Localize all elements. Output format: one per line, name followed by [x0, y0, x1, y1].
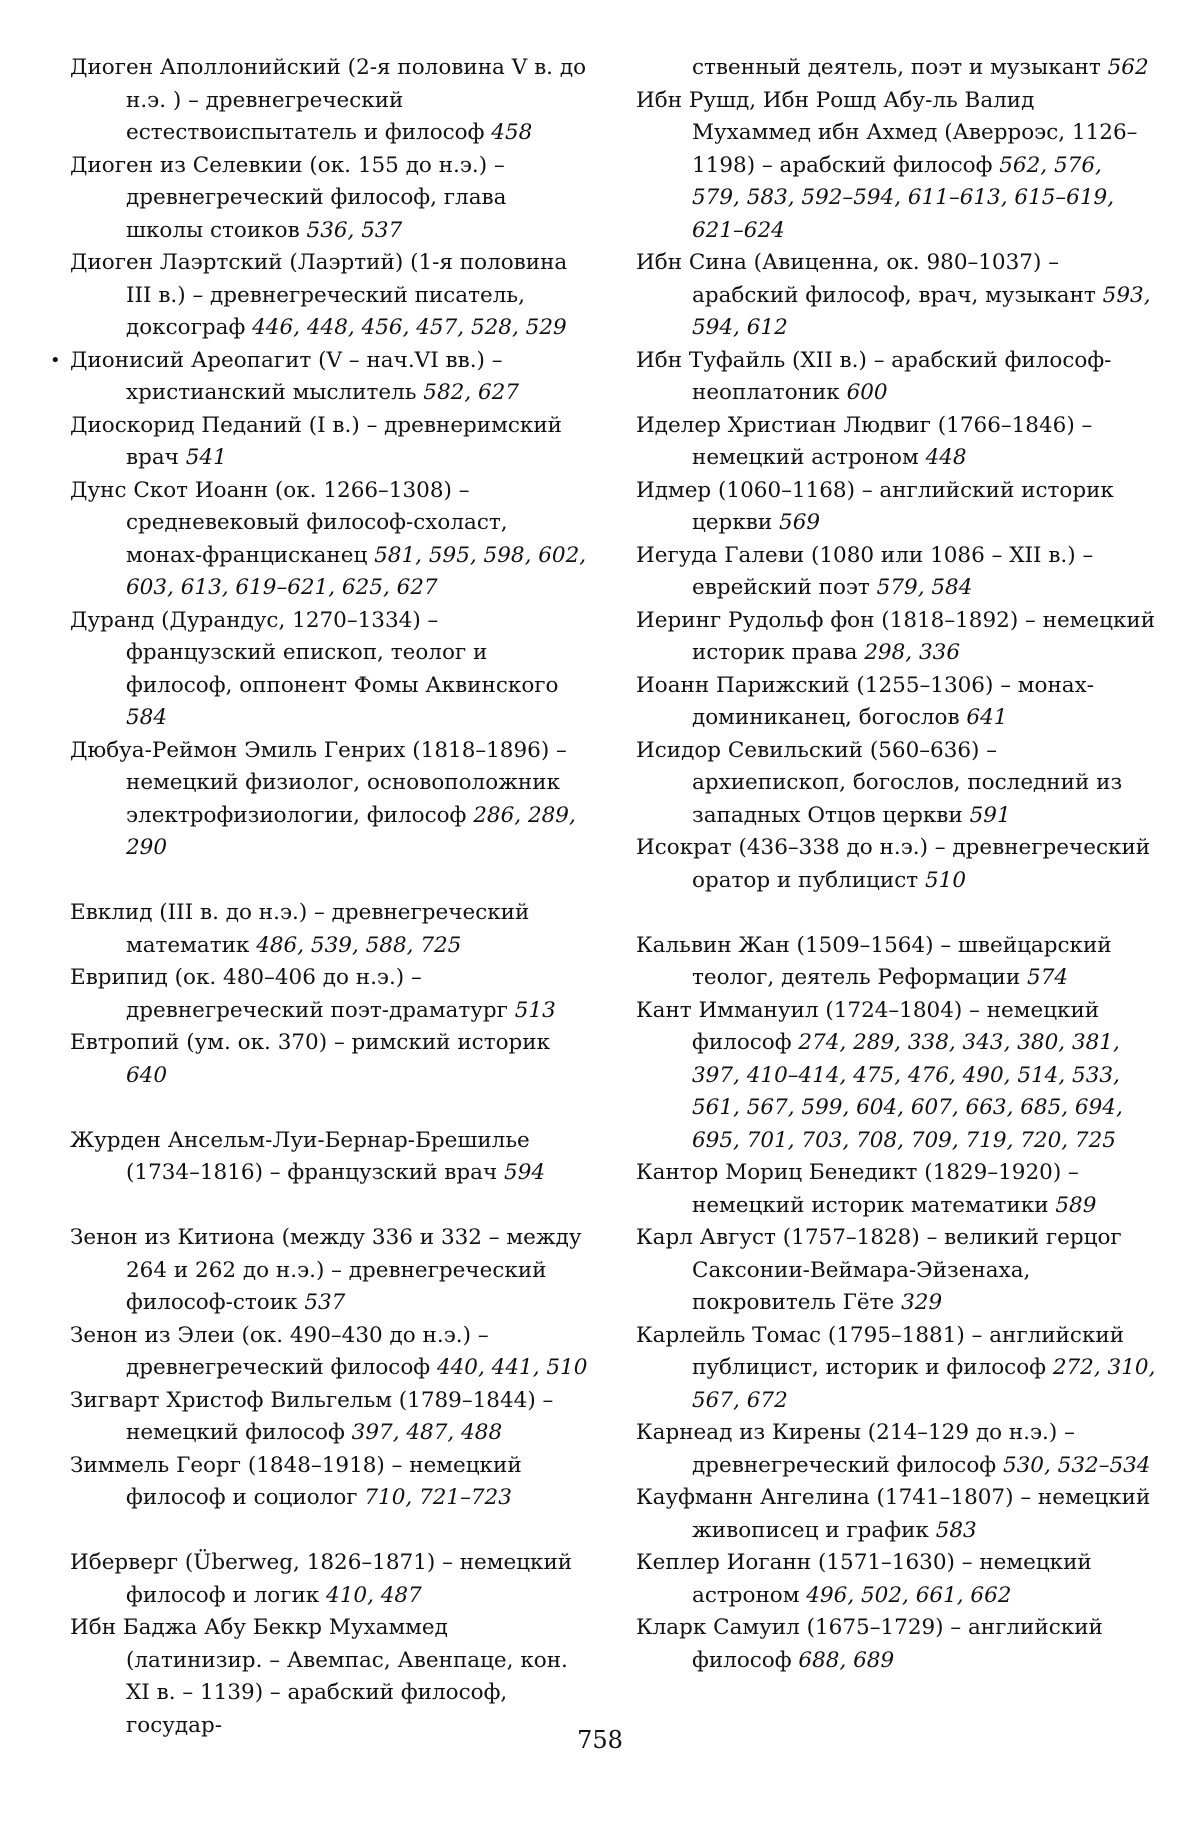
- index-entry: [70, 897, 590, 962]
- index-entry: [70, 1612, 590, 1742]
- entry-text: Дюбуа-Реймон Эмиль Генрих (1818–1896) – немецкий физиолог, основоположник электрофизиологии, философ: [70, 737, 567, 828]
- index-column-right: [636, 52, 1156, 1677]
- entry-text: Кларк Самуил (1675–1729) – английский философ: [636, 1615, 1103, 1673]
- entry-text: Кеплер Иоганн (1571–1630) – немецкий астроном: [636, 1550, 1092, 1608]
- entry-page-refs: 272, 310, 567, 672: [692, 1355, 1156, 1413]
- entry-page-refs: 329: [901, 1290, 943, 1315]
- index-entry: [70, 247, 590, 345]
- entry-text: Карл Август (1757–1828) – великий герцог Саксонии-Веймара-Эйзенаха, покровитель Гёте: [636, 1225, 1122, 1315]
- index-entry: [636, 1222, 1156, 1320]
- section-gap: [70, 1092, 590, 1125]
- index-entry: [70, 735, 590, 865]
- entry-page-refs: 510: [924, 867, 967, 893]
- entry-text: Иеринг Рудольф фон (1818–1892) – немецкий историк права: [636, 607, 1156, 665]
- entry-page-refs: 530, 532–534: [1002, 1452, 1151, 1478]
- entry-page-refs: 448: [925, 445, 967, 470]
- index-entry: [636, 1417, 1156, 1482]
- entry-page-refs: 582, 627: [423, 380, 520, 405]
- entry-text: Кальвин Жан (1509–1564) – швейцарский теолог, деятель Реформации: [636, 932, 1112, 990]
- entry-text: Еврипид (ок. 480–406 до н.э.) – древнегреческий поэт-драматург: [70, 965, 515, 1023]
- entry-text: Иберверг (Überweg, 1826–1871) – немецкий философ и логик: [70, 1550, 573, 1608]
- section-gap: [70, 1190, 590, 1223]
- index-entry: [636, 995, 1156, 1158]
- index-entry: [636, 475, 1156, 540]
- entry-text: Евтропий (ум. ок. 370) – римский историк: [70, 1030, 551, 1055]
- index-entry: [636, 670, 1156, 735]
- index-entry: [636, 1482, 1156, 1547]
- entry-text: Евклид (III в. до н.э.) – древнегреческий математик: [70, 900, 530, 958]
- index-entry: [636, 540, 1156, 605]
- page-number: 758: [577, 1726, 623, 1754]
- entry-text: Кауфманн Ангелина (1741–1807) – немецкий живописец и график: [636, 1485, 1151, 1543]
- entry-text: Кант Иммануил (1724–1804) – немецкий философ: [636, 997, 1100, 1055]
- entry-page-refs: 641: [966, 705, 1008, 730]
- index-entry: [636, 345, 1156, 410]
- entry-text: Зенон из Китиона (между 336 и 332 – между 264 и 262 до н.э.) – древнегреческий философ-стоик: [70, 1225, 582, 1315]
- entry-page-refs: 458: [491, 120, 533, 145]
- index-entry: [636, 52, 1156, 85]
- section-gap: [636, 897, 1156, 930]
- entry-text: Иоанн Парижский (1255–1306) – монах-доминиканец, богослов: [636, 672, 1094, 730]
- entry-text: Ибн Рушд, Ибн Рошд Абу-ль Валид Мухаммед ибн Ахмед (Аверроэс, 1126–1198) – арабский философ: [636, 87, 1138, 178]
- index-entry: [70, 410, 590, 475]
- entry-page-refs: 541: [185, 445, 227, 470]
- index-entry: [636, 735, 1156, 833]
- entry-text: Диоген Аполлонийский (2-я половина V в. до н.э. ) – древнегреческий естествоиспытатель и философ: [70, 55, 587, 145]
- index-entry: [636, 1157, 1156, 1222]
- index-entry: [70, 1125, 590, 1190]
- entry-text: Диоген Лаэртский (Лаэртий) (1-я половина III в.) – древнегреческий писатель, доксограф: [70, 250, 568, 340]
- entry-text: Кантор Мориц Бенедикт (1829–1920) – немецкий историк математики: [636, 1160, 1079, 1218]
- index-entry: [636, 410, 1156, 475]
- entry-page-refs: 574: [1027, 965, 1069, 990]
- index-entry: [70, 1547, 590, 1612]
- entry-text: Ибн Баджа Абу Беккр Мухаммед (латинизир. – Авемпас, Авенпаце, кон. XI в. – 1139) – арабский философ, государ-: [70, 1615, 568, 1738]
- entry-text: Дунс Скот Иоанн (ок. 1266–1308) – средневековый философ-схоласт, монах-францисканец: [70, 477, 508, 568]
- index-entry: [70, 1027, 590, 1092]
- entry-page-refs: 410, 487: [326, 1582, 422, 1608]
- index-entry: [50, 345, 590, 410]
- entry-page-refs: 440, 441, 510: [436, 1355, 588, 1380]
- entry-page-refs: 579, 584: [876, 575, 973, 600]
- index-entry: [70, 1222, 590, 1320]
- entry-page-refs: 298, 336: [864, 640, 960, 665]
- entry-text: Дуранд (Дурандус, 1270–1334) – французский епископ, теолог и философ, оппонент Фомы Аквинского: [70, 607, 559, 698]
- entry-page-refs: 589: [1055, 1192, 1097, 1218]
- entry-page-refs: 710, 721–723: [364, 1485, 512, 1510]
- entry-page-refs: 274, 289, 338, 343, 380, 381, 397, 410–414, 475, 476, 490, 514, 533, 561, 567, 599, 604, 607, 663, 685, 694, 695, 701, 703, 708, 709, 719, 720, 725: [692, 1030, 1123, 1153]
- entry-page-refs: 581, 595, 598, 602, 603, 613, 619–621, 625, 627: [126, 542, 587, 600]
- entry-text: ственный деятель, поэт и музыкант: [692, 55, 1108, 80]
- index-entry: [636, 247, 1156, 345]
- entry-page-refs: 286, 289, 290: [126, 802, 576, 860]
- index-entry: [70, 150, 590, 248]
- entry-text: Зенон из Элеи (ок. 490–430 до н.э.) – древнегреческий философ: [70, 1322, 489, 1380]
- entry-text: Диоген из Селевкии (ок. 155 до н.э.) – древнегреческий философ, глава школы стоиков: [70, 152, 507, 243]
- entry-page-refs: 593, 594, 612: [692, 282, 1151, 340]
- section-gap: [70, 865, 590, 898]
- section-gap: [70, 1515, 590, 1548]
- entry-text: Дионисий Ареопагит (V – нач.VI вв.) – христианский мыслитель: [70, 347, 503, 405]
- index-entry: [70, 1450, 590, 1515]
- entry-page-refs: 594: [504, 1160, 546, 1185]
- index-entry: [70, 1385, 590, 1450]
- index-entry: [70, 1320, 590, 1385]
- entry-text: Исократ (436–338 до н.э.) – древнегреческий оратор и публицист: [636, 835, 1151, 893]
- entry-page-refs: 536, 537: [306, 217, 403, 243]
- entry-text: Ибн Сина (Авиценна, ок. 980–1037) – арабский философ, врач, музыкант: [636, 250, 1103, 308]
- entry-text: Идмер (1060–1168) – английский историк церкви: [636, 477, 1114, 535]
- index-column-left: [50, 52, 590, 1742]
- entry-text: Иделер Христиан Людвиг (1766–1846) – немецкий астроном: [636, 412, 1093, 470]
- entry-text: Зиммель Георг (1848–1918) – немецкий философ и социолог: [70, 1452, 522, 1510]
- entry-page-refs: 562, 576, 579, 583, 592–594, 611–613, 615–619, 621–624: [692, 152, 1115, 243]
- entry-text: Ибн Туфайль (XII в.) – арабский философ-неоплатоник: [636, 347, 1112, 405]
- entry-page-refs: 562: [1107, 55, 1149, 80]
- entry-text: Журден Ансельм-Луи-Бернар-Брешилье (1734–1816) – французский врач: [70, 1127, 530, 1185]
- index-entry: [636, 1612, 1156, 1677]
- entry-bullet: •: [50, 349, 61, 371]
- index-entry: [70, 962, 590, 1027]
- entry-page-refs: 600: [846, 380, 888, 405]
- entry-text: Иегуда Галеви (1080 или 1086 – XII в.) – еврейский поэт: [636, 542, 1094, 600]
- entry-page-refs: 583: [935, 1517, 977, 1543]
- entry-page-refs: 569: [779, 510, 821, 535]
- index-entry: [636, 930, 1156, 995]
- entry-page-refs: 591: [969, 802, 1011, 828]
- index-entry: [636, 1547, 1156, 1612]
- index-entry: [70, 475, 590, 605]
- entry-page-refs: 584: [126, 705, 168, 730]
- index-entry: [636, 85, 1156, 248]
- entry-page-refs: 486, 539, 588, 725: [256, 932, 462, 958]
- entry-page-refs: 537: [304, 1290, 346, 1315]
- index-entry: [70, 605, 590, 735]
- index-entry: [636, 605, 1156, 670]
- entry-text: Карнеад из Кирены (214–129 до н.э.) – древнегреческий философ: [636, 1420, 1075, 1478]
- entry-text: Зигварт Христоф Вильгельм (1789–1844) – немецкий философ: [70, 1387, 554, 1445]
- entry-text: Исидор Севильский (560–636) – архиепископ, богослов, последний из западных Отцов церкви: [636, 737, 1123, 828]
- entry-page-refs: 496, 502, 661, 662: [806, 1582, 1012, 1608]
- entry-page-refs: 397, 487, 488: [351, 1420, 503, 1445]
- index-entry: [636, 1320, 1156, 1418]
- index-entry: [636, 832, 1156, 897]
- entry-text: Карлейль Томас (1795–1881) – английский публицист, историк и философ: [636, 1322, 1125, 1380]
- index-entry: [70, 52, 590, 150]
- entry-page-refs: 688, 689: [798, 1647, 895, 1673]
- entry-page-refs: 640: [126, 1062, 168, 1088]
- entry-text: Диоскорид Педаний (I в.) – древнеримский врач: [70, 412, 562, 470]
- entry-page-refs: 513: [514, 997, 556, 1023]
- entry-page-refs: 446, 448, 456, 457, 528, 529: [252, 315, 567, 340]
